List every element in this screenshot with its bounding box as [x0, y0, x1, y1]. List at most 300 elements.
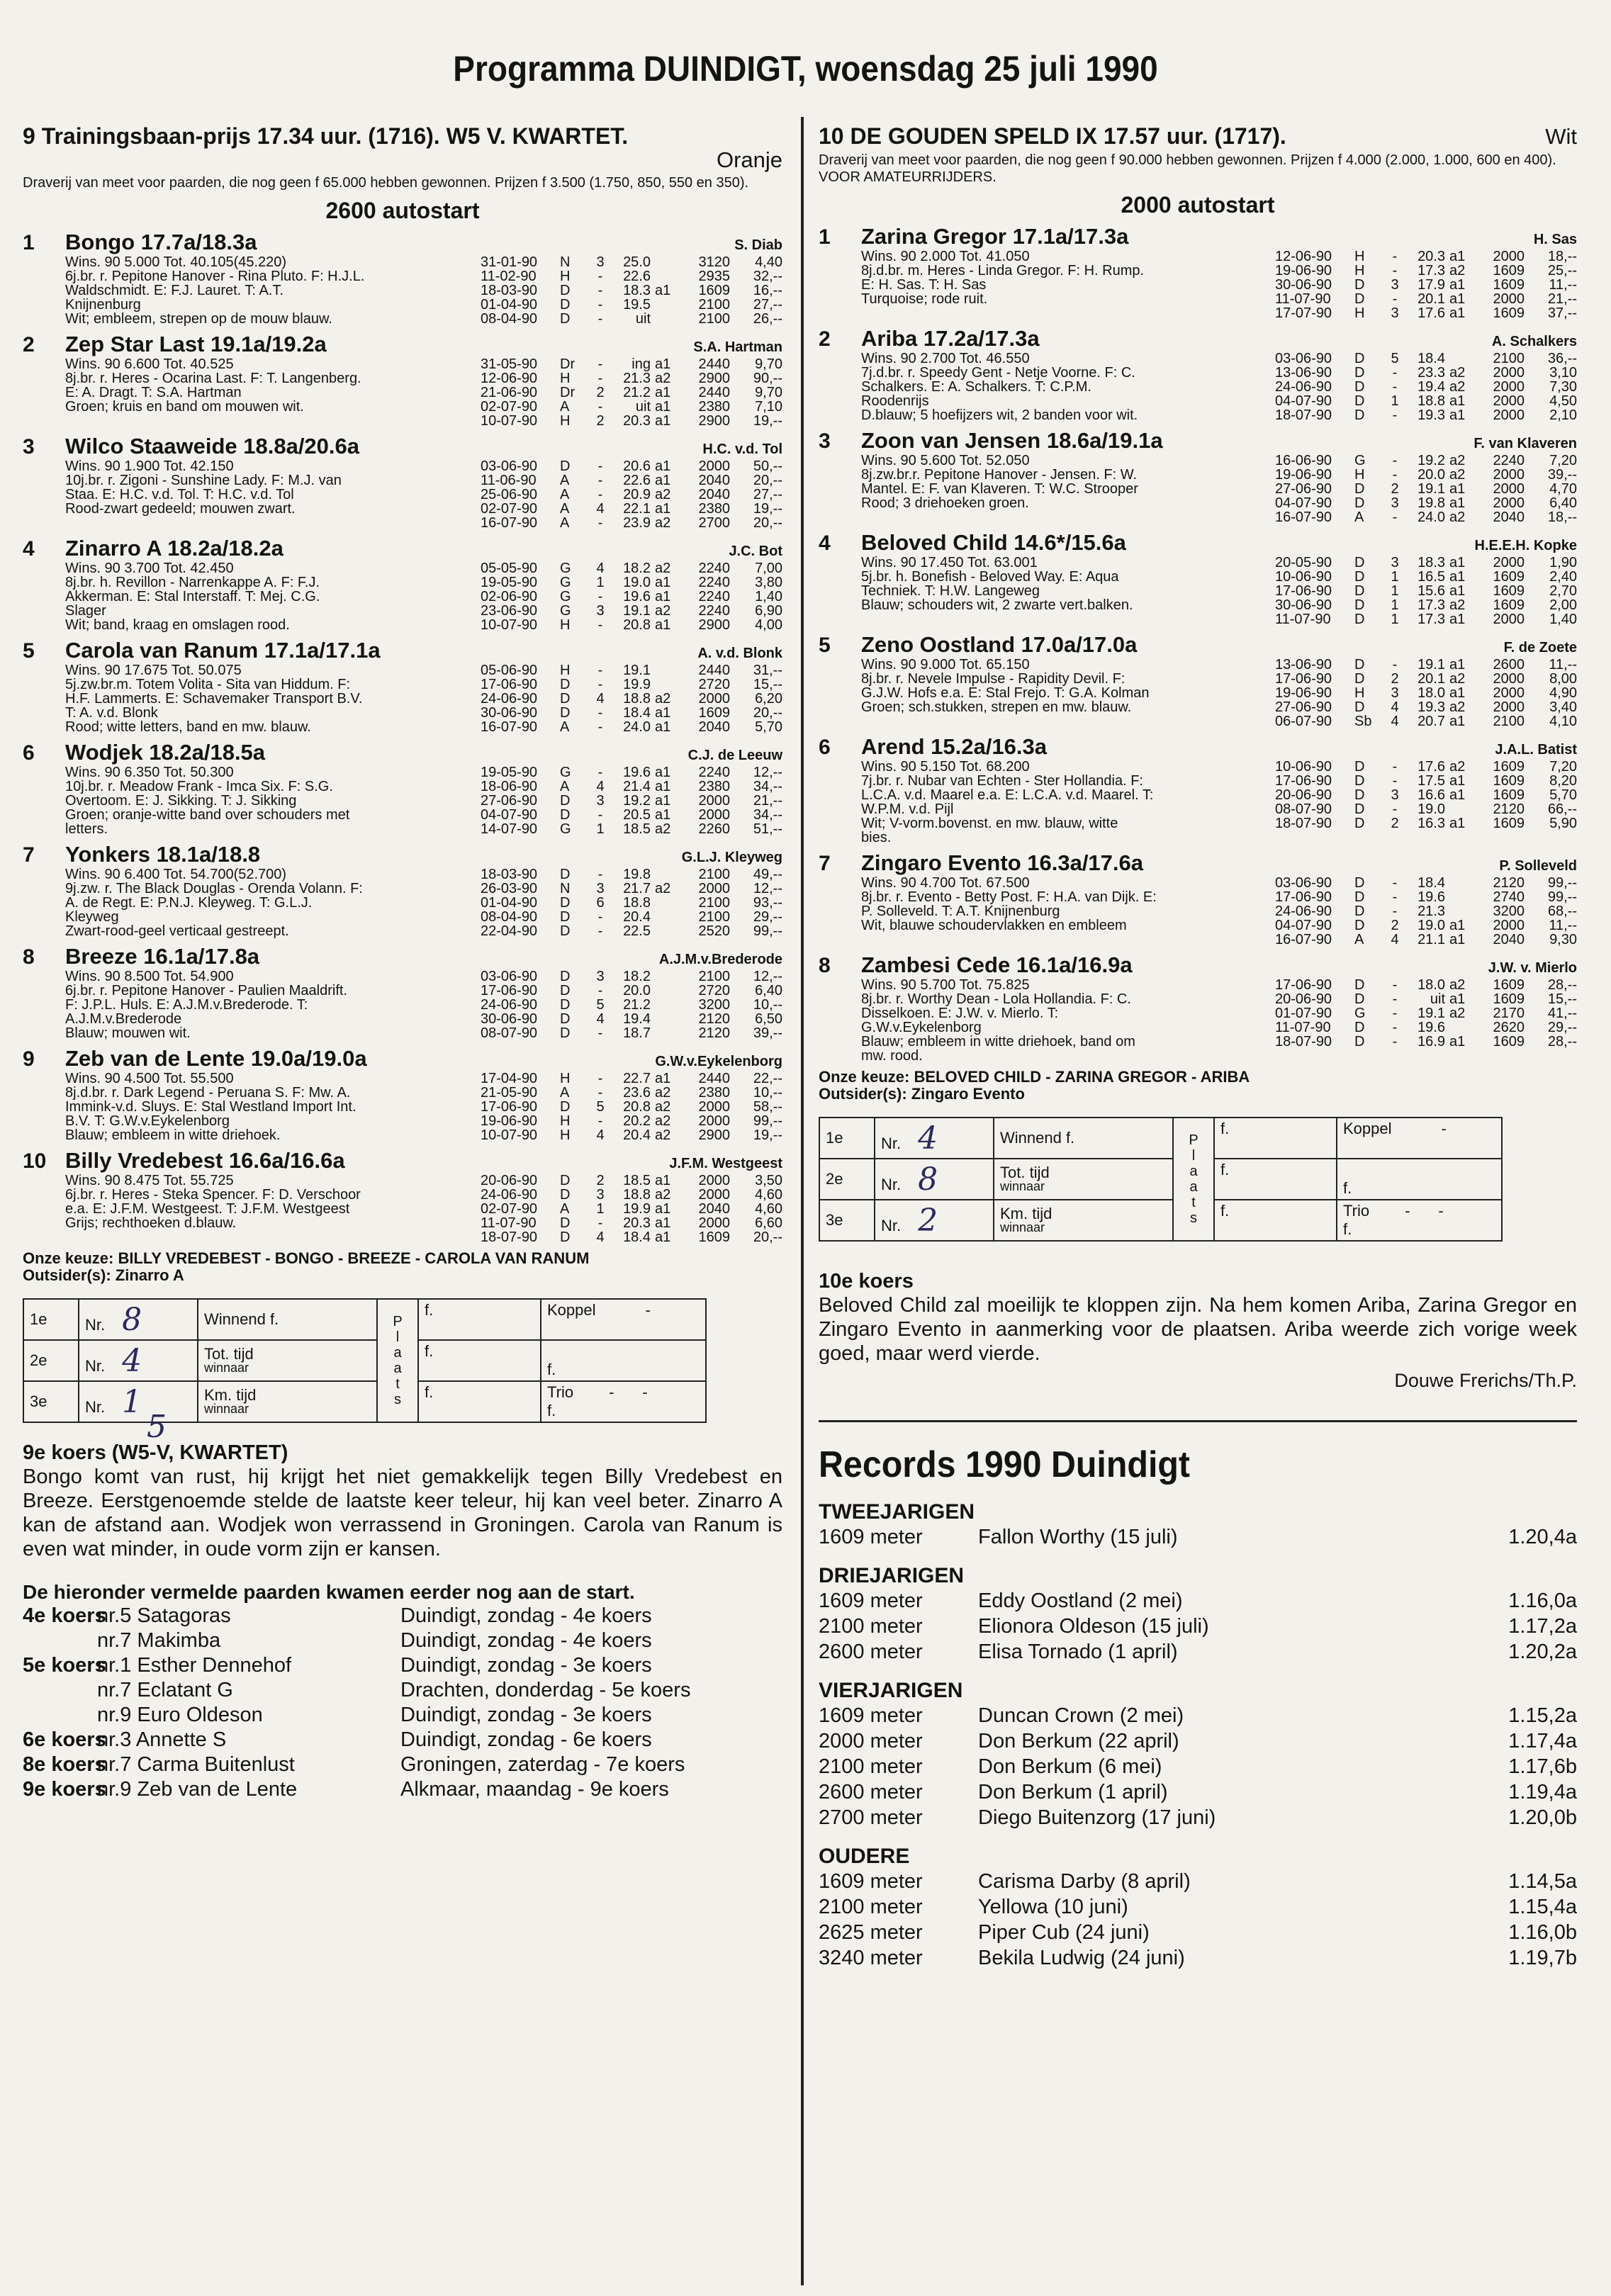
- form-nr-label: Nr.: [881, 1175, 902, 1193]
- result-cell: a2: [1449, 453, 1466, 468]
- result-cell: 16-07-90: [481, 515, 538, 531]
- result-row: [1275, 278, 1577, 292]
- record-row: [819, 1894, 1577, 1920]
- record-row: [819, 1920, 1577, 1945]
- result-cell: 8,20: [1549, 773, 1577, 789]
- result-row: [481, 357, 782, 371]
- horse-info-line: 5j.br. h. Bonefish - Beloved Way. E: Aqua: [861, 570, 1119, 584]
- result-cell: [651, 1026, 679, 1040]
- horse-info-line: 8j.br. r. Worthy Dean - Lola Hollandia. F: C.: [861, 992, 1131, 1006]
- horse-header: [23, 842, 782, 867]
- result-row: [481, 706, 782, 720]
- result-cell: 19.3: [1418, 699, 1445, 715]
- result-cell: 4: [596, 1011, 605, 1027]
- horse-results: [1275, 454, 1577, 524]
- earlier-horse: nr.3 Annette S: [97, 1728, 227, 1751]
- horse-info-line: Blauw; embleem in witte driehoek, band om: [861, 1035, 1135, 1049]
- form-koppel: [541, 1299, 706, 1340]
- result-cell: a1: [655, 1215, 671, 1231]
- result-cell: 21.1: [1418, 932, 1445, 947]
- result-cell: 18.0: [1418, 685, 1445, 701]
- result-cell: 2000: [1493, 612, 1525, 627]
- result-cell: 1,40: [755, 589, 782, 604]
- result-cell: 51,--: [753, 821, 782, 837]
- result-cell: a2: [655, 561, 671, 576]
- earlier-row: [23, 1728, 782, 1752]
- record-distance: 1609 meter: [819, 1870, 923, 1893]
- horse-entry: [819, 850, 1577, 947]
- result-cell: D: [560, 297, 571, 313]
- horse-info-line: Wins. 90 17.675 Tot. 50.075: [65, 663, 242, 677]
- horse-info-line: Rood; 3 driehoeken groen.: [861, 496, 1029, 510]
- record-horse: Diego Buitenzorg (17 juni): [978, 1806, 1216, 1829]
- record-time: 1.15,4a: [1508, 1896, 1577, 1918]
- result-cell: 3: [596, 254, 605, 270]
- horse-info-line: Kleyweg: [65, 910, 119, 924]
- result-cell: a1: [655, 1173, 671, 1188]
- race-title: 9 Trainingsbaan-prijs 17.34 uur. (1716). W5 V. KWARTET.: [23, 123, 629, 149]
- horse-info-line: Overtoom. E: J. Sikking. T: J. Sikking: [65, 794, 297, 808]
- horse-info-line: Wins. 90 2.700 Tot. 46.550: [861, 351, 1030, 366]
- horse-body: [65, 1174, 782, 1244]
- result-cell: 2040: [698, 1201, 730, 1217]
- result-cell: 3200: [1493, 904, 1525, 919]
- result-cell: 20.0: [1418, 467, 1445, 483]
- horse-entry: [23, 230, 782, 326]
- horse-info: [861, 658, 1275, 728]
- result-cell: a1: [655, 575, 671, 590]
- form-label-sub: winnaar: [204, 1402, 249, 1416]
- result-cell: 04-07-90: [1275, 393, 1332, 409]
- result-cell: a1: [655, 458, 671, 474]
- horse-name: Wodjek 18.2a/18.5a: [65, 740, 266, 765]
- race-color: Wit: [1545, 124, 1577, 149]
- result-cell: D: [560, 1215, 571, 1231]
- result-cell: 15.6: [1418, 583, 1445, 599]
- result-cell: D: [560, 677, 571, 692]
- horse-header: [23, 944, 782, 969]
- result-cell: a2: [655, 821, 671, 837]
- result-cell: 2240: [698, 561, 730, 576]
- result-cell: 3: [596, 969, 605, 984]
- result-cell: 4,60: [755, 1187, 782, 1203]
- horse-info-line: G.J.W. Hofs e.a. E: Stal Frejo. T: G.A. Kolman: [861, 686, 1150, 700]
- record-row: [819, 1779, 1577, 1805]
- horse-info: [65, 561, 481, 632]
- form-place: 1e: [23, 1299, 79, 1340]
- result-cell: 5,90: [1549, 816, 1577, 831]
- record-time: 1.15,2a: [1508, 1704, 1577, 1727]
- result-cell: 17-06-90: [1275, 773, 1332, 789]
- preview-author: Douwe Frerichs/Th.P.: [1394, 1370, 1577, 1391]
- result-cell: 10-06-90: [1275, 569, 1332, 585]
- horse-body: [65, 969, 782, 1040]
- horse-info: [65, 1071, 481, 1142]
- result-cell: 3,40: [1549, 699, 1577, 715]
- horse-results: [1275, 658, 1577, 728]
- result-cell: 7,30: [1549, 379, 1577, 395]
- result-cell: 20.2: [623, 1113, 651, 1129]
- result-cell: 2240: [698, 575, 730, 590]
- horse-info-line: Immink-v.d. Sluys. E: Stal Westland Import Int.: [65, 1100, 357, 1114]
- result-cell: 28,--: [1547, 977, 1577, 993]
- result-cell: 2380: [698, 399, 730, 415]
- result-cell: 2: [1391, 671, 1399, 687]
- result-cell: -: [597, 297, 603, 313]
- result-cell: 19.1: [623, 663, 651, 678]
- result-row: [481, 1100, 782, 1114]
- result-cell: 2240: [698, 765, 730, 780]
- horse-results: [481, 255, 782, 326]
- result-cell: 02-07-90: [481, 501, 538, 517]
- preview-text: Bongo komt van rust, hij krijgt het niet gemakkelijk tegen Billy Vredebest en Breeze. Eerstgenoemde stelde de laatste keer teleur, hij kan veel beter. Zinarro A kan de afstand aan. Wodjek won verrassend in Groningen. Carola van Ranum is even wat minder, in oude vorm zijn er kansen.: [23, 1465, 782, 1560]
- result-cell: 18,--: [1547, 510, 1577, 525]
- form-trio-f: f.: [1343, 1220, 1352, 1238]
- horse-info-line: G.W.v.Eykelenborg: [861, 1020, 982, 1035]
- horse-entry: [23, 944, 782, 1040]
- horse-results: [481, 1174, 782, 1244]
- horse-name: Zingaro Evento 16.3a/17.6a: [861, 850, 1144, 875]
- result-cell: 2100: [698, 867, 730, 882]
- form-trio: [1337, 1200, 1502, 1241]
- horse-body: [65, 867, 782, 938]
- result-cell: D: [560, 1099, 571, 1115]
- horse-driver: S. Diab: [734, 237, 782, 253]
- result-cell: 08-04-90: [481, 311, 538, 327]
- record-distance: 2100 meter: [819, 1755, 923, 1778]
- records-group-title: TWEEJARIGEN: [819, 1500, 975, 1524]
- result-cell: 23.6: [623, 1085, 651, 1101]
- result-cell: D: [560, 1011, 571, 1027]
- result-cell: D: [1354, 481, 1365, 497]
- result-row: [481, 1071, 782, 1086]
- result-cell: 2000: [698, 807, 730, 823]
- result-cell: H: [1354, 305, 1365, 321]
- result-cell: 5: [596, 1099, 605, 1115]
- result-cell: 18.4: [1418, 351, 1445, 366]
- horse-results: [1275, 556, 1577, 626]
- result-cell: D: [560, 691, 571, 707]
- result-cell: a2: [1449, 1006, 1466, 1021]
- result-cell: 1609: [1493, 569, 1525, 585]
- horse-info-line: Wins. 90 5.150 Tot. 68.200: [861, 760, 1030, 774]
- result-cell: 2100: [698, 895, 730, 911]
- horse-info-line: Akkerman. E: Stal Interstaff. T: Mej. C.G.: [65, 590, 320, 604]
- result-cell: 16-07-90: [1275, 932, 1332, 947]
- result-cell: A: [560, 1085, 570, 1101]
- result-cell: Dr: [560, 385, 576, 400]
- race-distance: 2600 autostart: [325, 198, 480, 223]
- horse-body: [65, 561, 782, 632]
- result-cell: 16.3: [1418, 816, 1445, 831]
- horse-info-line: H.F. Lammerts. E: Schavemaker Transport B.V.: [65, 692, 363, 706]
- result-cell: 19.6: [1418, 889, 1445, 905]
- result-cell: 5,70: [1549, 787, 1577, 803]
- result-cell: 5: [1391, 351, 1399, 366]
- result-cell: 3,50: [755, 1173, 782, 1188]
- result-cell: 18.4: [1418, 875, 1445, 891]
- form-f: f.: [1214, 1159, 1337, 1200]
- horse-info: [65, 765, 481, 836]
- result-cell: 12,--: [753, 969, 782, 984]
- horse-info: [65, 663, 481, 734]
- result-cell: -: [1392, 379, 1398, 395]
- horse-info: [861, 351, 1275, 422]
- horse-number: 3: [23, 435, 35, 458]
- result-cell: 08-07-90: [481, 1025, 538, 1041]
- result-cell: 1: [1391, 612, 1399, 627]
- preview-title: 10e koers: [819, 1270, 914, 1293]
- result-cell: 18-07-90: [1275, 1034, 1332, 1049]
- horse-info-line: Blauw; embleem in witte driehoek.: [65, 1128, 281, 1142]
- result-row: [1275, 598, 1577, 612]
- horse-entry: [23, 638, 782, 734]
- result-cell: a1: [1449, 816, 1466, 831]
- result-cell: 6,50: [755, 1011, 782, 1027]
- result-cell: 19-06-90: [1275, 685, 1332, 701]
- result-cell: 04-07-90: [1275, 495, 1332, 511]
- horse-name: Beloved Child 14.6*/15.6a: [861, 530, 1126, 555]
- earlier-where: Duindigt, zondag - 4e koers: [400, 1604, 652, 1627]
- result-cell: 2170: [1493, 1006, 1525, 1021]
- result-cell: 27-06-90: [481, 793, 538, 809]
- result-cell: 30-06-90: [481, 705, 538, 721]
- horse-info-line: 8j.br. r. Evento - Betty Post. F: H.A. van Dijk. E:: [861, 890, 1157, 904]
- result-cell: 4: [1391, 714, 1399, 729]
- result-cell: 18.5: [623, 821, 651, 837]
- result-row: [481, 1216, 782, 1230]
- result-cell: 2740: [1493, 889, 1525, 905]
- result-cell: 17-06-90: [1275, 671, 1332, 687]
- result-cell: 12-06-90: [481, 371, 538, 386]
- result-cell: 19.0: [623, 575, 651, 590]
- horse-info-line: Roodenrijs: [861, 394, 929, 408]
- form-nr: [875, 1200, 994, 1241]
- result-cell: 2: [1391, 918, 1399, 933]
- form-dash: -: [1405, 1202, 1410, 1220]
- result-row: [1275, 760, 1577, 774]
- result-cell: a2: [655, 515, 671, 531]
- earlier-row: [23, 1604, 782, 1628]
- result-cell: 2040: [698, 487, 730, 502]
- result-cell: a1: [1449, 277, 1466, 293]
- result-cell: D: [560, 983, 571, 998]
- result-cell: 2,40: [1549, 569, 1577, 585]
- horse-info: [861, 556, 1275, 626]
- result-cell: A: [560, 399, 570, 415]
- result-cell: a2: [655, 691, 671, 707]
- form-plaats: P l a a t s: [377, 1299, 418, 1422]
- horse-header: [23, 332, 782, 357]
- earlier-race: 6e koers: [23, 1728, 106, 1751]
- form-nr: [79, 1299, 198, 1340]
- result-cell: H: [1354, 685, 1365, 701]
- horse-name: Zinarro A 18.2a/18.2a: [65, 536, 284, 561]
- record-time: 1.20,0b: [1508, 1806, 1577, 1829]
- result-cell: H: [1354, 263, 1365, 278]
- result-cell: A: [560, 1201, 570, 1217]
- result-cell: 21,--: [753, 793, 782, 809]
- horse-number: 2: [23, 333, 35, 356]
- result-cell: 68,--: [1547, 904, 1577, 919]
- result-cell: 2040: [1493, 510, 1525, 525]
- result-cell: a1: [1449, 991, 1466, 1007]
- result-cell: 2100: [698, 297, 730, 313]
- result-cell: 27,--: [753, 487, 782, 502]
- result-row: [481, 516, 782, 530]
- race-conditions: Draverij van meet voor paarden, die nog geen f 90.000 hebben gewonnen. Prijzen f 4.000 (2.000, 1.000, 600 en 400). VOOR AMATEURRIJDERS.: [819, 152, 1556, 185]
- result-cell: 19.6: [623, 765, 651, 780]
- horse-entry: [23, 434, 782, 530]
- horse-name: Billy Vredebest 16.6a/16.6a: [65, 1148, 345, 1173]
- record-distance: 2600 meter: [819, 1641, 923, 1663]
- result-cell: D: [1354, 875, 1365, 891]
- result-cell: a1: [655, 807, 671, 823]
- earlier-starts-title: De hieronder vermelde paarden kwamen eerder nog aan de start.: [23, 1581, 635, 1603]
- result-cell: D: [1354, 991, 1365, 1007]
- result-cell: 2100: [698, 969, 730, 984]
- result-cell: a1: [655, 385, 671, 400]
- result-cell: 01-07-90: [1275, 1006, 1332, 1021]
- horse-results: [481, 561, 782, 632]
- result-cell: 18.3: [623, 283, 651, 298]
- result-row: [481, 269, 782, 283]
- result-cell: 01-04-90: [481, 297, 538, 313]
- result-cell: a1: [655, 1201, 671, 1217]
- result-cell: 18.8: [1418, 393, 1445, 409]
- form-place: 2e: [23, 1340, 79, 1381]
- result-cell: [1445, 876, 1474, 890]
- result-cell: 2,10: [1549, 407, 1577, 423]
- result-cell: 19,--: [753, 413, 782, 429]
- result-cell: a2: [1449, 597, 1466, 613]
- result-cell: 17.6: [1418, 305, 1445, 321]
- result-cell: -: [597, 356, 603, 372]
- horse-header: [23, 638, 782, 663]
- result-cell: 25.0: [623, 254, 651, 270]
- result-cell: 18.8: [623, 691, 651, 707]
- result-row: [1275, 933, 1577, 947]
- horse-info-line: bies.: [861, 831, 892, 845]
- record-horse: Don Berkum (1 april): [978, 1781, 1168, 1803]
- result-cell: 11-06-90: [481, 473, 537, 488]
- horse-info-line: Grijs; rechthoeken d.blauw.: [65, 1216, 237, 1230]
- earlier-starts-list: [23, 1604, 782, 1802]
- result-cell: a2: [1449, 759, 1466, 775]
- result-cell: 20.3: [623, 1215, 651, 1231]
- horse-results: [1275, 760, 1577, 845]
- result-cell: 2380: [698, 1085, 730, 1101]
- record-time: 1.17,2a: [1508, 1615, 1577, 1638]
- result-cell: 22,--: [753, 1071, 782, 1086]
- result-row: [1275, 556, 1577, 570]
- earlier-where: Drachten, donderdag - 5e koers: [400, 1679, 691, 1701]
- result-cell: 34,--: [753, 779, 782, 794]
- result-cell: 02-07-90: [481, 1201, 538, 1217]
- record-row: [819, 1639, 1577, 1665]
- result-cell: 16-06-90: [1275, 453, 1332, 468]
- result-cell: 1609: [1493, 991, 1525, 1007]
- result-cell: 2040: [1493, 932, 1525, 947]
- result-cell: 04-07-90: [1275, 918, 1332, 933]
- result-cell: a1: [1449, 787, 1466, 803]
- record-distance: 2625 meter: [819, 1921, 923, 1944]
- result-cell: -: [597, 867, 603, 882]
- result-cell: D: [1354, 277, 1365, 293]
- record-horse: Don Berkum (6 mei): [978, 1755, 1162, 1778]
- result-cell: G: [1354, 1006, 1366, 1021]
- result-cell: 10-06-90: [1275, 759, 1332, 775]
- result-cell: -: [1392, 875, 1398, 891]
- result-cell: 20.5: [623, 807, 651, 823]
- result-row: [481, 371, 782, 386]
- result-cell: a1: [1449, 305, 1466, 321]
- result-cell: 19.6: [1418, 1020, 1445, 1035]
- result-cell: H: [560, 371, 571, 386]
- result-cell: 2000: [698, 1173, 730, 1188]
- result-row: [481, 1086, 782, 1100]
- result-cell: 9,30: [1549, 932, 1577, 947]
- result-cell: 3: [1391, 277, 1399, 293]
- result-cell: 3,80: [755, 575, 782, 590]
- result-cell: 17-06-90: [1275, 583, 1332, 599]
- result-cell: 34,--: [753, 807, 782, 823]
- result-cell: [651, 867, 679, 882]
- horse-body: [861, 760, 1577, 845]
- horse-info-line: Groen; kruis en band om mouwen wit.: [65, 400, 304, 414]
- record-horse: Elionora Oldeson (15 juli): [978, 1615, 1209, 1638]
- race-conditions: Draverij van meet voor paarden, die nog geen f 65.000 hebben gewonnen. Prijzen f 3.500 (1.750, 850, 550 en 350).: [23, 175, 749, 191]
- result-row: [481, 765, 782, 780]
- form-row: [23, 1340, 706, 1381]
- result-cell: a1: [1449, 555, 1466, 570]
- horse-info-line: mw. rood.: [861, 1049, 923, 1063]
- earlier-where: Duindigt, zondag - 6e koers: [400, 1728, 652, 1751]
- result-cell: 2935: [698, 269, 730, 284]
- result-row: [1275, 658, 1577, 672]
- result-cell: a1: [655, 793, 671, 809]
- result-row: [481, 1202, 782, 1216]
- result-cell: uit: [1430, 991, 1445, 1007]
- horse-info-line: 6j.br. r. Heres - Steka Spencer. F: D. Verschoor: [65, 1188, 361, 1202]
- records-group-title: VIERJARIGEN: [819, 1679, 963, 1702]
- horse-info-line: Wins. 90 6.400 Tot. 54.700(52.700): [65, 867, 287, 882]
- result-cell: 2000: [698, 1099, 730, 1115]
- result-cell: 6,60: [755, 1215, 782, 1231]
- result-cell: 18.2: [623, 561, 651, 576]
- result-cell: D: [1354, 816, 1365, 831]
- result-row: [1275, 264, 1577, 278]
- result-cell: 17-06-90: [481, 677, 538, 692]
- result-cell: 3: [1391, 305, 1399, 321]
- horse-info-line: 8j.zw.br.r. Pepitone Hanover - Jensen. F: W.: [861, 468, 1138, 482]
- record-row: [819, 1869, 1577, 1894]
- result-cell: 24-06-90: [481, 997, 538, 1013]
- result-cell: 1609: [1493, 277, 1525, 293]
- horse-entry: [819, 632, 1577, 728]
- record-time: 1.20,2a: [1508, 1641, 1577, 1663]
- result-cell: a1: [655, 705, 671, 721]
- result-cell: 15,--: [1547, 991, 1577, 1007]
- result-cell: 21.7: [623, 881, 651, 896]
- horse-info-line: P. Solleveld. T: A.T. Knijnenburg: [861, 904, 1060, 918]
- form-label: [198, 1299, 377, 1340]
- outsiders: Outsider(s): Zingaro Evento: [819, 1085, 1025, 1103]
- earlier-row: [23, 1752, 782, 1777]
- result-cell: 12,--: [753, 881, 782, 896]
- form-label: [198, 1340, 377, 1381]
- result-cell: 99,--: [753, 923, 782, 939]
